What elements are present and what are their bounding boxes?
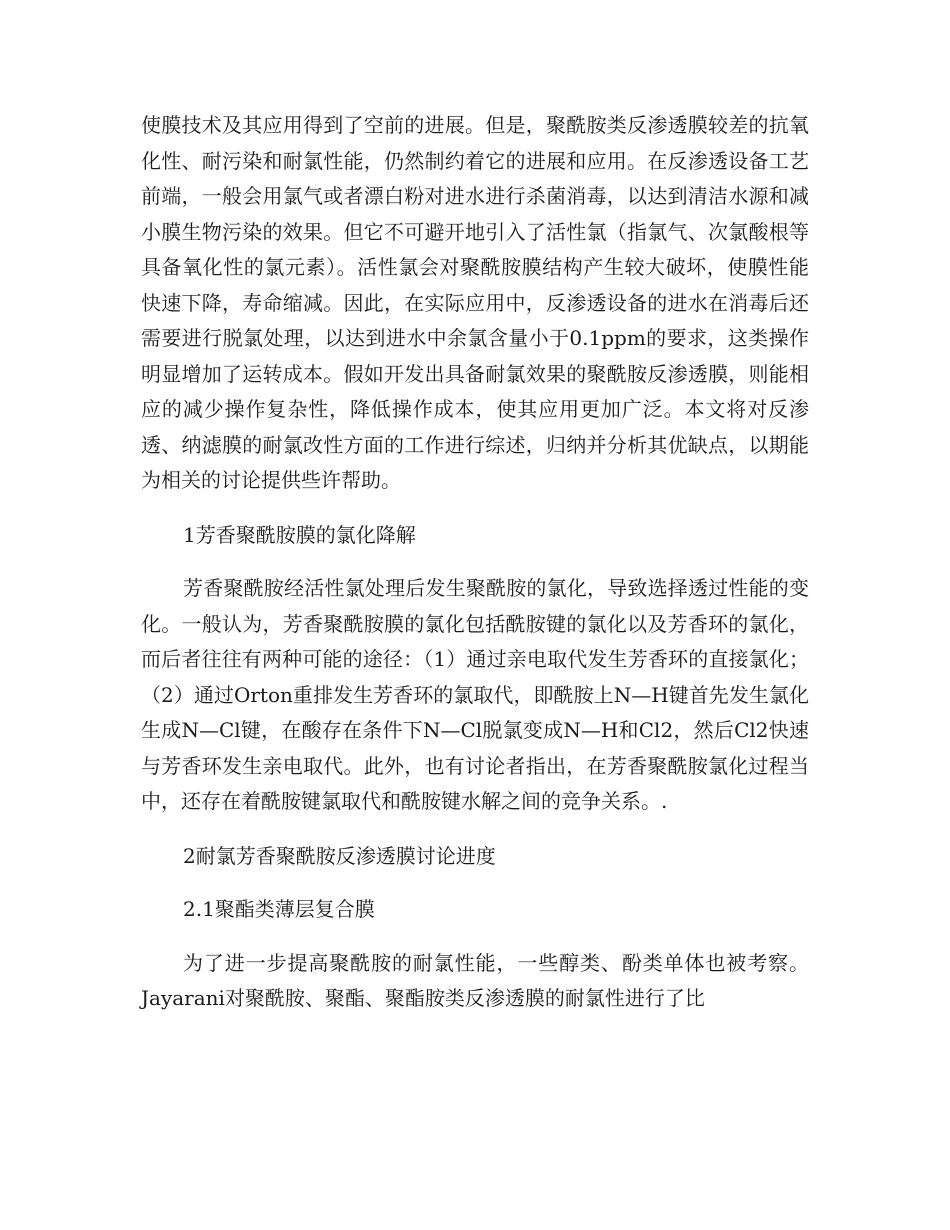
document-body (141, 108, 809, 1017)
section-heading-1: 1芳香聚酰胺膜的氯化降解 (183, 522, 416, 547)
paragraph-chlorination: 芳香聚酰胺经活性氯处理后发生聚酰胺的氯化，导致选择透过性能的变化。一般认为，芳香聚酰胺膜的氯化包括酰胺键的氯化以及芳香环的氯化，而后者往往有两种可能的途径：（1）通过亲电取代发生芳香环的直接氯化；（2）通过Orton重排发生芳香环的氯取代，即酰胺上N—H键首先发生氯化生成N—Cl键，在酸存在条件下N—Cl脱氯变成N—H和Cl2，然后Cl2快速与芳香环发生亲电取代。此外，也有讨论者指出，在芳香聚酰胺氯化过程当中，还存在着酰胺键氯取代和酰胺键水解之间的竞争关系。. (141, 576, 809, 813)
paragraph-polyester: 为了进一步提高聚酰胺的耐氯性能，一些醇类、酚类单体也被考察。Jayarani对聚酰胺、聚酯、聚酯胺类反渗透膜的耐氯性进行了比 (141, 950, 809, 1010)
section-heading-2: 2耐氯芳香聚酰胺反渗透膜讨论进度 (183, 843, 496, 868)
subsection-heading-2-1: 2.1聚酯类薄层复合膜 (183, 897, 375, 921)
paragraph-intro: 使膜技术及其应用得到了空前的进展。但是，聚酰胺类反渗透膜较差的抗氧化性、耐污染和耐氯性能，仍然制约着它的进展和应用。在反渗透设备工艺前端，一般会用氯气或者漂白粉对进水进行杀菌消毒，以达到清洁水源和减小膜生物污染的效果。但它不可避开地引入了活性氯（指氯气、次氯酸根等具备氧化性的氯元素）。活性氯会对聚酰胺膜结构产生较大破坏，使膜性能快速下降，寿命缩减。因此，在实际应用中，反渗透设备的进水在消毒后还需要进行脱氯处理，以达到进水中余氯含量小于0.1ppm的要求，这类操作明显增加了运转成本。假如开发出具备耐氯效果的聚酰胺反渗透膜，则能相应的减少操作复杂性，降低操作成本，使其应用更加广泛。本文将对反渗透、纳滤膜的耐氯改性方面的工作进行综述，归纳并分析其优缺点，以期能为相关的讨论提供些许帮助。 (141, 113, 809, 492)
